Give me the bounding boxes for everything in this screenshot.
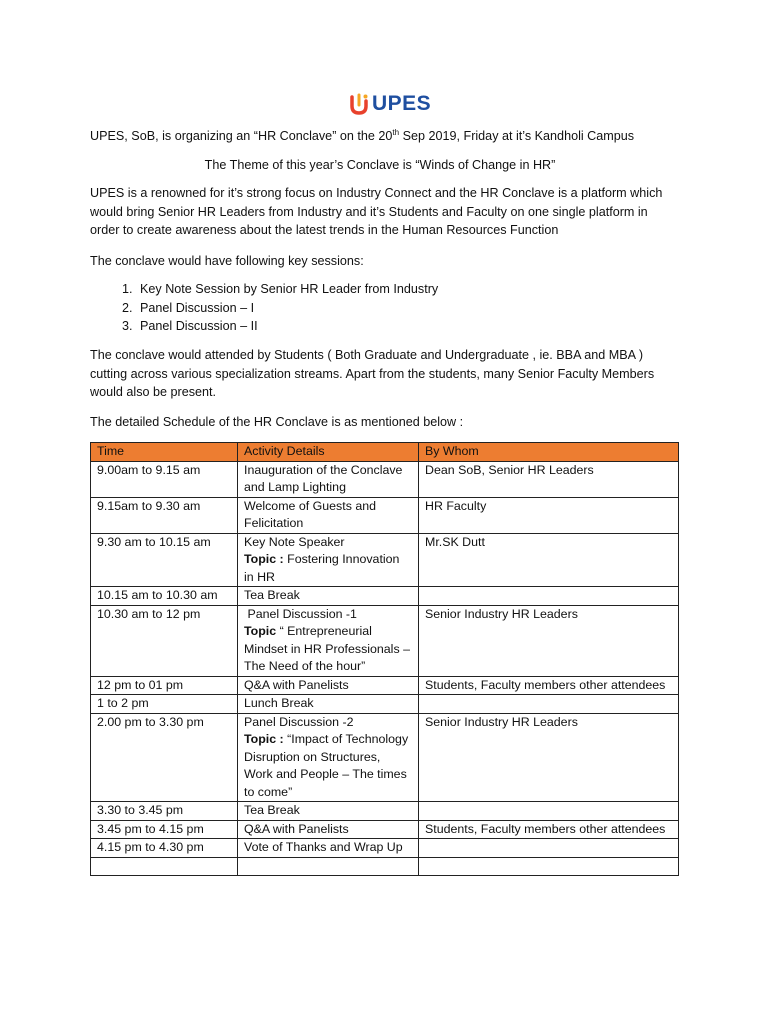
topic-label: Topic : <box>244 552 284 566</box>
cell-time: 9.15am to 9.30 am <box>91 497 238 533</box>
topic-label: Topic : <box>244 732 284 746</box>
cell-activity <box>238 533 419 587</box>
logo-text: UPES <box>372 92 432 115</box>
cell-by-whom <box>419 695 679 714</box>
upes-logo-icon <box>350 93 368 115</box>
table-row <box>91 820 679 839</box>
cell-activity: Q&A with Panelists <box>238 820 419 839</box>
intro-line-text-end: Sep 2019, Friday at it’s Kandholi Campus <box>399 129 635 143</box>
sessions-list <box>90 280 438 336</box>
cell-by-whom <box>419 802 679 821</box>
header-time: Time <box>91 443 238 462</box>
cell-by-whom: Mr.SK Dutt <box>419 533 679 587</box>
cell-activity: Tea Break <box>238 802 419 821</box>
attendees-paragraph: The conclave would attended by Students ( Both Graduate and Undergraduate , ie. BBA and MBA ) cutting across various specialization streams. Apart from the students, many Senior Faculty Members would also be present. <box>90 348 655 399</box>
cell-by-whom: Students, Faculty members other attendees <box>419 820 679 839</box>
cell-activity <box>238 605 419 676</box>
table-row <box>91 605 679 676</box>
table-row-empty <box>91 857 679 875</box>
cell-by-whom <box>419 839 679 858</box>
cell-time: 2.00 pm to 3.30 pm <box>91 713 238 802</box>
intro-line-superscript: th <box>392 127 400 137</box>
cell-time: 9.30 am to 10.15 am <box>91 533 238 587</box>
intro-line <box>90 127 690 146</box>
session-item: 3. Panel Discussion – II <box>136 317 438 336</box>
cell-time: 1 to 2 pm <box>91 695 238 714</box>
topic-text: “Impact of Technology Disruption on Structures, Work and People – The times to come” <box>244 732 409 799</box>
schedule-table <box>90 442 679 876</box>
cell-activity: Welcome of Guests and Felicitation <box>238 497 419 533</box>
cell-activity <box>238 713 419 802</box>
cell-activity <box>238 857 419 875</box>
schedule-heading: The detailed Schedule of the HR Conclave is as mentioned below : <box>90 415 464 429</box>
cell-activity: Inauguration of the Conclave and Lamp Lighting <box>238 461 419 497</box>
cell-activity: Q&A with Panelists <box>238 676 419 695</box>
table-row <box>91 587 679 606</box>
cell-time <box>91 857 238 875</box>
table-row <box>91 497 679 533</box>
table-row <box>91 461 679 497</box>
activity-title: Panel Discussion -1 <box>244 606 357 621</box>
activity-title: Key Note Speaker <box>244 534 345 549</box>
session-item: 2. Panel Discussion – I <box>136 299 438 318</box>
table-row <box>91 695 679 714</box>
cell-by-whom: HR Faculty <box>419 497 679 533</box>
cell-by-whom: Dean SoB, Senior HR Leaders <box>419 461 679 497</box>
table-row <box>91 676 679 695</box>
cell-activity: Vote of Thanks and Wrap Up <box>238 839 419 858</box>
cell-time: 10.15 am to 10.30 am <box>91 587 238 606</box>
topic-text: Fostering Innovation in HR <box>244 552 400 584</box>
activity-title: Panel Discussion -2 <box>244 714 354 729</box>
theme-line: The Theme of this year’s Conclave is “Winds of Change in HR” <box>204 158 556 172</box>
cell-by-whom: Senior Industry HR Leaders <box>419 605 679 676</box>
header-by-whom: By Whom <box>419 443 679 462</box>
cell-activity: Tea Break <box>238 587 419 606</box>
cell-by-whom: Students, Faculty members other attendees <box>419 676 679 695</box>
topic-label: Topic <box>244 624 277 638</box>
cell-by-whom <box>419 857 679 875</box>
cell-time: 4.15 pm to 4.30 pm <box>91 839 238 858</box>
cell-by-whom <box>419 587 679 606</box>
session-item: 1. Key Note Session by Senior HR Leader from Industry <box>136 280 438 299</box>
cell-time: 3.45 pm to 4.15 pm <box>91 820 238 839</box>
table-row <box>91 713 679 802</box>
cell-time: 10.30 am to 12 pm <box>91 605 238 676</box>
table-header-row <box>91 443 679 462</box>
cell-activity: Lunch Break <box>238 695 419 714</box>
table-row <box>91 533 679 587</box>
table-row <box>91 802 679 821</box>
intro-line-text: UPES, SoB, is organizing an “HR Conclave” on the 20 <box>90 129 393 143</box>
cell-time: 9.00am to 9.15 am <box>91 461 238 497</box>
cell-time: 3.30 to 3.45 pm <box>91 802 238 821</box>
topic-text: “ Entrepreneurial Mindset in HR Professionals – The Need of the hour” <box>244 624 410 673</box>
cell-by-whom: Senior Industry HR Leaders <box>419 713 679 802</box>
upes-logo <box>350 92 431 116</box>
header-activity: Activity Details <box>238 443 419 462</box>
intro-paragraph: UPES is a renowned for it’s strong focus on Industry Connect and the HR Conclave is a platform which would bring Senior HR Leaders from Industry and it’s Students and Faculty on one single platform in order to create awareness about the latest trends in the Human Resources Function <box>90 186 663 237</box>
sessions-heading: The conclave would have following key sessions: <box>90 254 364 268</box>
table-row <box>91 839 679 858</box>
cell-time: 12 pm to 01 pm <box>91 676 238 695</box>
